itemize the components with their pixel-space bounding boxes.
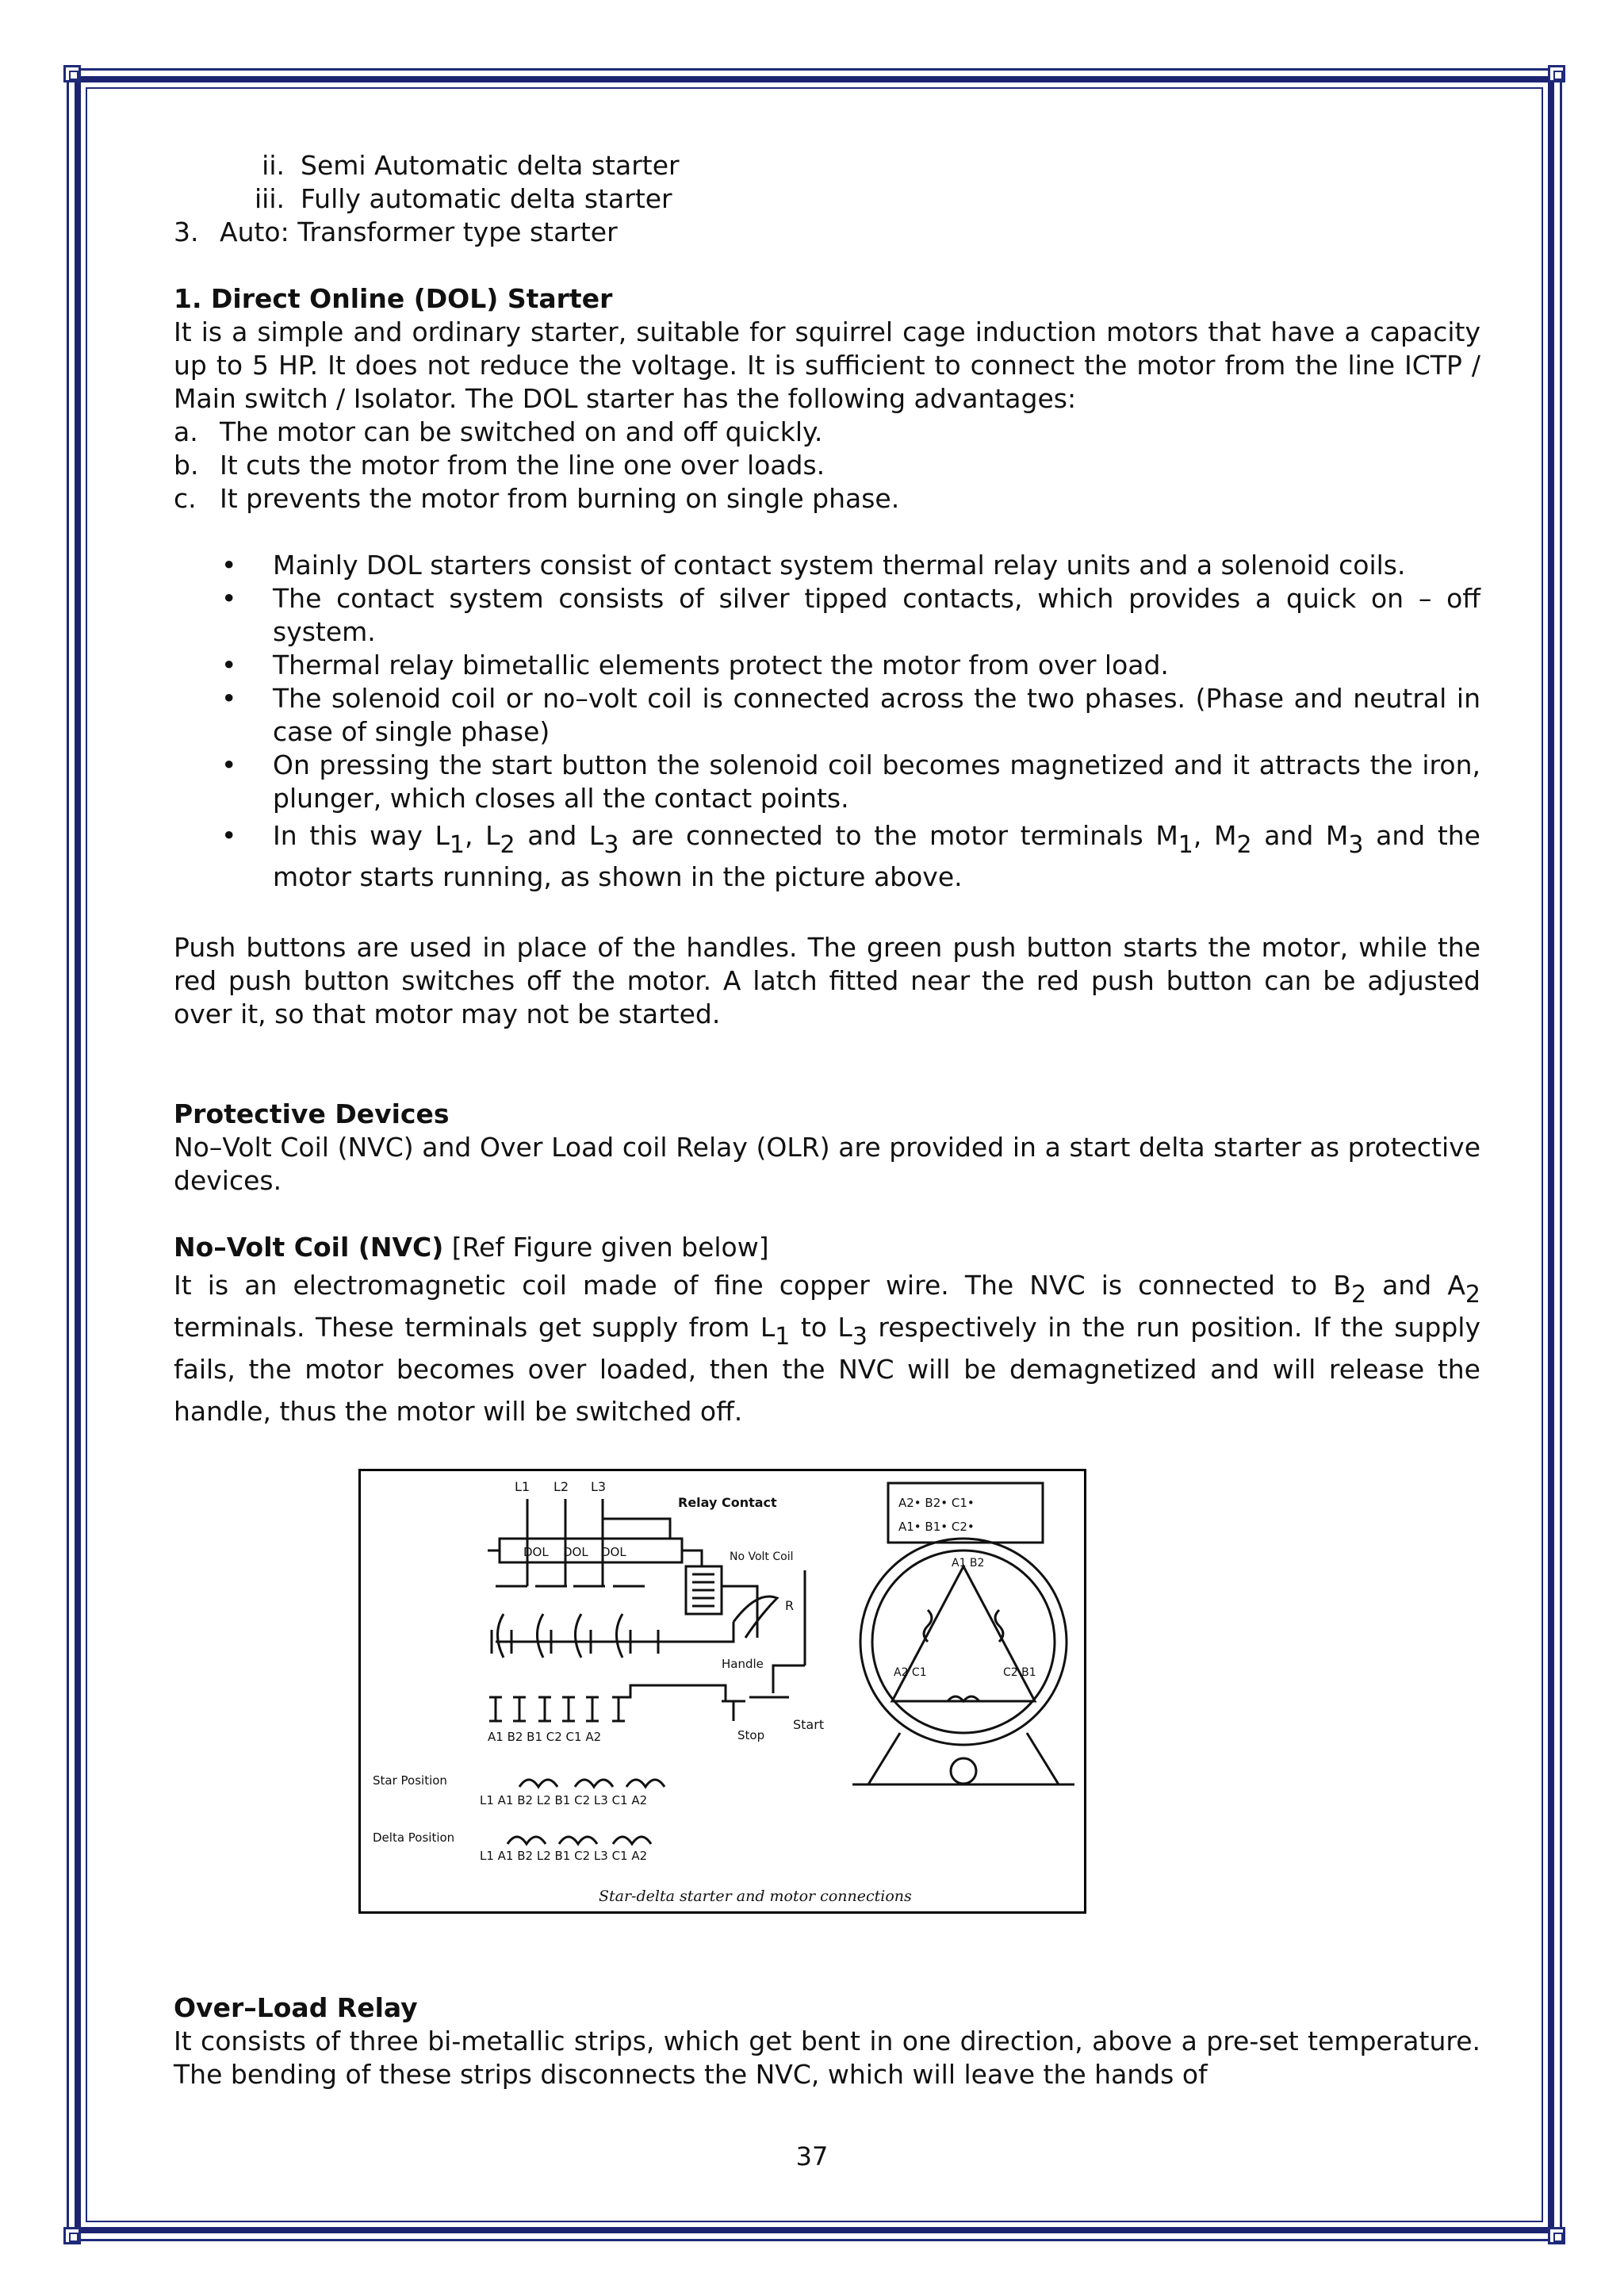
label-l2: L2: [553, 1479, 569, 1494]
label-l1: L1: [515, 1479, 530, 1494]
label-terminals: A1 B2 B1 C2 C1 A2: [488, 1730, 602, 1744]
figure-caption: Star-delta starter and motor connections: [599, 1888, 912, 1905]
starter-diagram: [361, 1471, 1084, 1911]
page-content: [174, 149, 1480, 2091]
push-button-paragraph: Push buttons are used in place of the handles. The green push button starts the motor, while the red push button switches off the motor. A latch fitted near the red push button can be adjusted over it, so that motor may not be started.: [174, 932, 1480, 1029]
nvc-paragraph: It is an electromagnetic coil made of fine copper wire. The NVC is connected to $B_2$ and $A_2$ terminals. These terminals get supply from $L_1$ to $L_3$ respectively in the run position. If the supply fails, the motor becomes over loaded, then the NVC will be demagnetized and will release the handle, thus the motor will be switched off.: [174, 1270, 1480, 1427]
dol-advantages-list: [174, 416, 1480, 516]
label-handle: Handle: [722, 1657, 764, 1671]
list-item: • Mainly DOL starters consist of contact system thermal relay units and a solenoid coils.: [221, 550, 1406, 581]
delta-starter-sublist: [174, 149, 1480, 216]
page-number: 37: [795, 2141, 829, 2171]
list-item: a. The motor can be switched on and off quickly.: [174, 416, 823, 447]
label-r: R: [785, 1598, 795, 1613]
label-star-position: Star Position: [373, 1773, 447, 1788]
olr-heading: Over–Load Relay: [174, 1992, 418, 2023]
label-dol: DOL: [523, 1545, 549, 1559]
label-relay-contact: Relay Contact: [678, 1495, 777, 1510]
label-start: Start: [793, 1717, 825, 1732]
label-stop: Stop: [737, 1728, 765, 1742]
label-no-volt-coil: No Volt Coil: [730, 1550, 794, 1563]
dol-heading: 1. Direct Online (DOL) Starter: [174, 283, 613, 314]
corner-ornament: [1548, 2227, 1565, 2244]
label-box-row2: A1• B1• C2•: [898, 1520, 975, 1534]
label-delta-position: Delta Position: [373, 1830, 455, 1845]
list-item: • The solenoid coil or no–volt coil is connected across the two phases. (Phase and neutral in case of single phase): [221, 683, 1480, 747]
protective-devices-heading: Protective Devices: [174, 1098, 450, 1129]
nvc-reference: [Ref Figure given below]: [443, 1232, 769, 1263]
starter-type-item: [174, 216, 1480, 249]
list-item: b. It cuts the motor from the line one over loads.: [174, 450, 825, 481]
label-box-row1: A2• B2• C1•: [898, 1496, 975, 1510]
label-l3: L3: [591, 1479, 607, 1494]
label-star-row: L1 A1 B2 L2 B1 C2 L3 C1 A2: [480, 1793, 648, 1807]
list-item: ii. Semi Automatic delta starter: [262, 150, 680, 181]
list-item: • In this way $L_1$, $L_2$ and $L_3$ are connected to the motor terminals $M_1$, $M_2$ and $M_3$ and the motor starts running, as shown in the picture above.: [221, 820, 1480, 892]
label-motor-a1b2: A1 B2: [952, 1557, 985, 1570]
list-item: • The contact system consists of silver tipped contacts, which provides a quick on – off system.: [221, 583, 1480, 647]
list-item: c. It prevents the motor from burning on single phase.: [174, 483, 900, 514]
dol-bullet-list: [174, 549, 1480, 898]
list-item: • On pressing the start button the solenoid coil becomes magnetized and it attracts the iron, plunger, which closes all the contact points.: [221, 749, 1480, 814]
list-item: • Thermal relay bimetallic elements protect the motor from over load.: [221, 650, 1169, 680]
nvc-heading: No–Volt Coil (NVC): [174, 1232, 444, 1263]
label-delta-row: L1 A1 B2 L2 B1 C2 L3 C1 A2: [480, 1849, 648, 1863]
olr-paragraph: It consists of three bi-metallic strips, which get bent in one direction, above a pre-set temperature. The bending of these strips disconnects the NVC, which will leave the hands of: [174, 2026, 1480, 2090]
corner-ornament: [63, 2227, 81, 2244]
corner-ornament: [1548, 65, 1565, 82]
star-delta-starter-figure: [358, 1469, 1086, 1914]
list-item: 3. Auto: Transformer type starter: [174, 217, 618, 247]
dol-paragraph: It is a simple and ordinary starter, suitable for squirrel cage induction motors that have a capacity up to 5 HP. It does not reduce the voltage. It is sufficient to connect the motor from the line ICTP / Main switch / Isolator. The DOL starter has the following advantages:: [174, 316, 1480, 414]
corner-ornament: [63, 65, 81, 82]
label-motor-a2c1: A2 C1: [894, 1666, 927, 1679]
label-motor-c2b1: C2 B1: [1003, 1666, 1036, 1679]
nvc-heading-line: [174, 1231, 1480, 1264]
label-dol: DOL: [601, 1545, 626, 1559]
label-dol: DOL: [563, 1545, 588, 1559]
list-item: iii. Fully automatic delta starter: [255, 183, 672, 214]
protective-devices-paragraph: No–Volt Coil (NVC) and Over Load coil Relay (OLR) are provided in a start delta starter as protective devices.: [174, 1132, 1480, 1196]
